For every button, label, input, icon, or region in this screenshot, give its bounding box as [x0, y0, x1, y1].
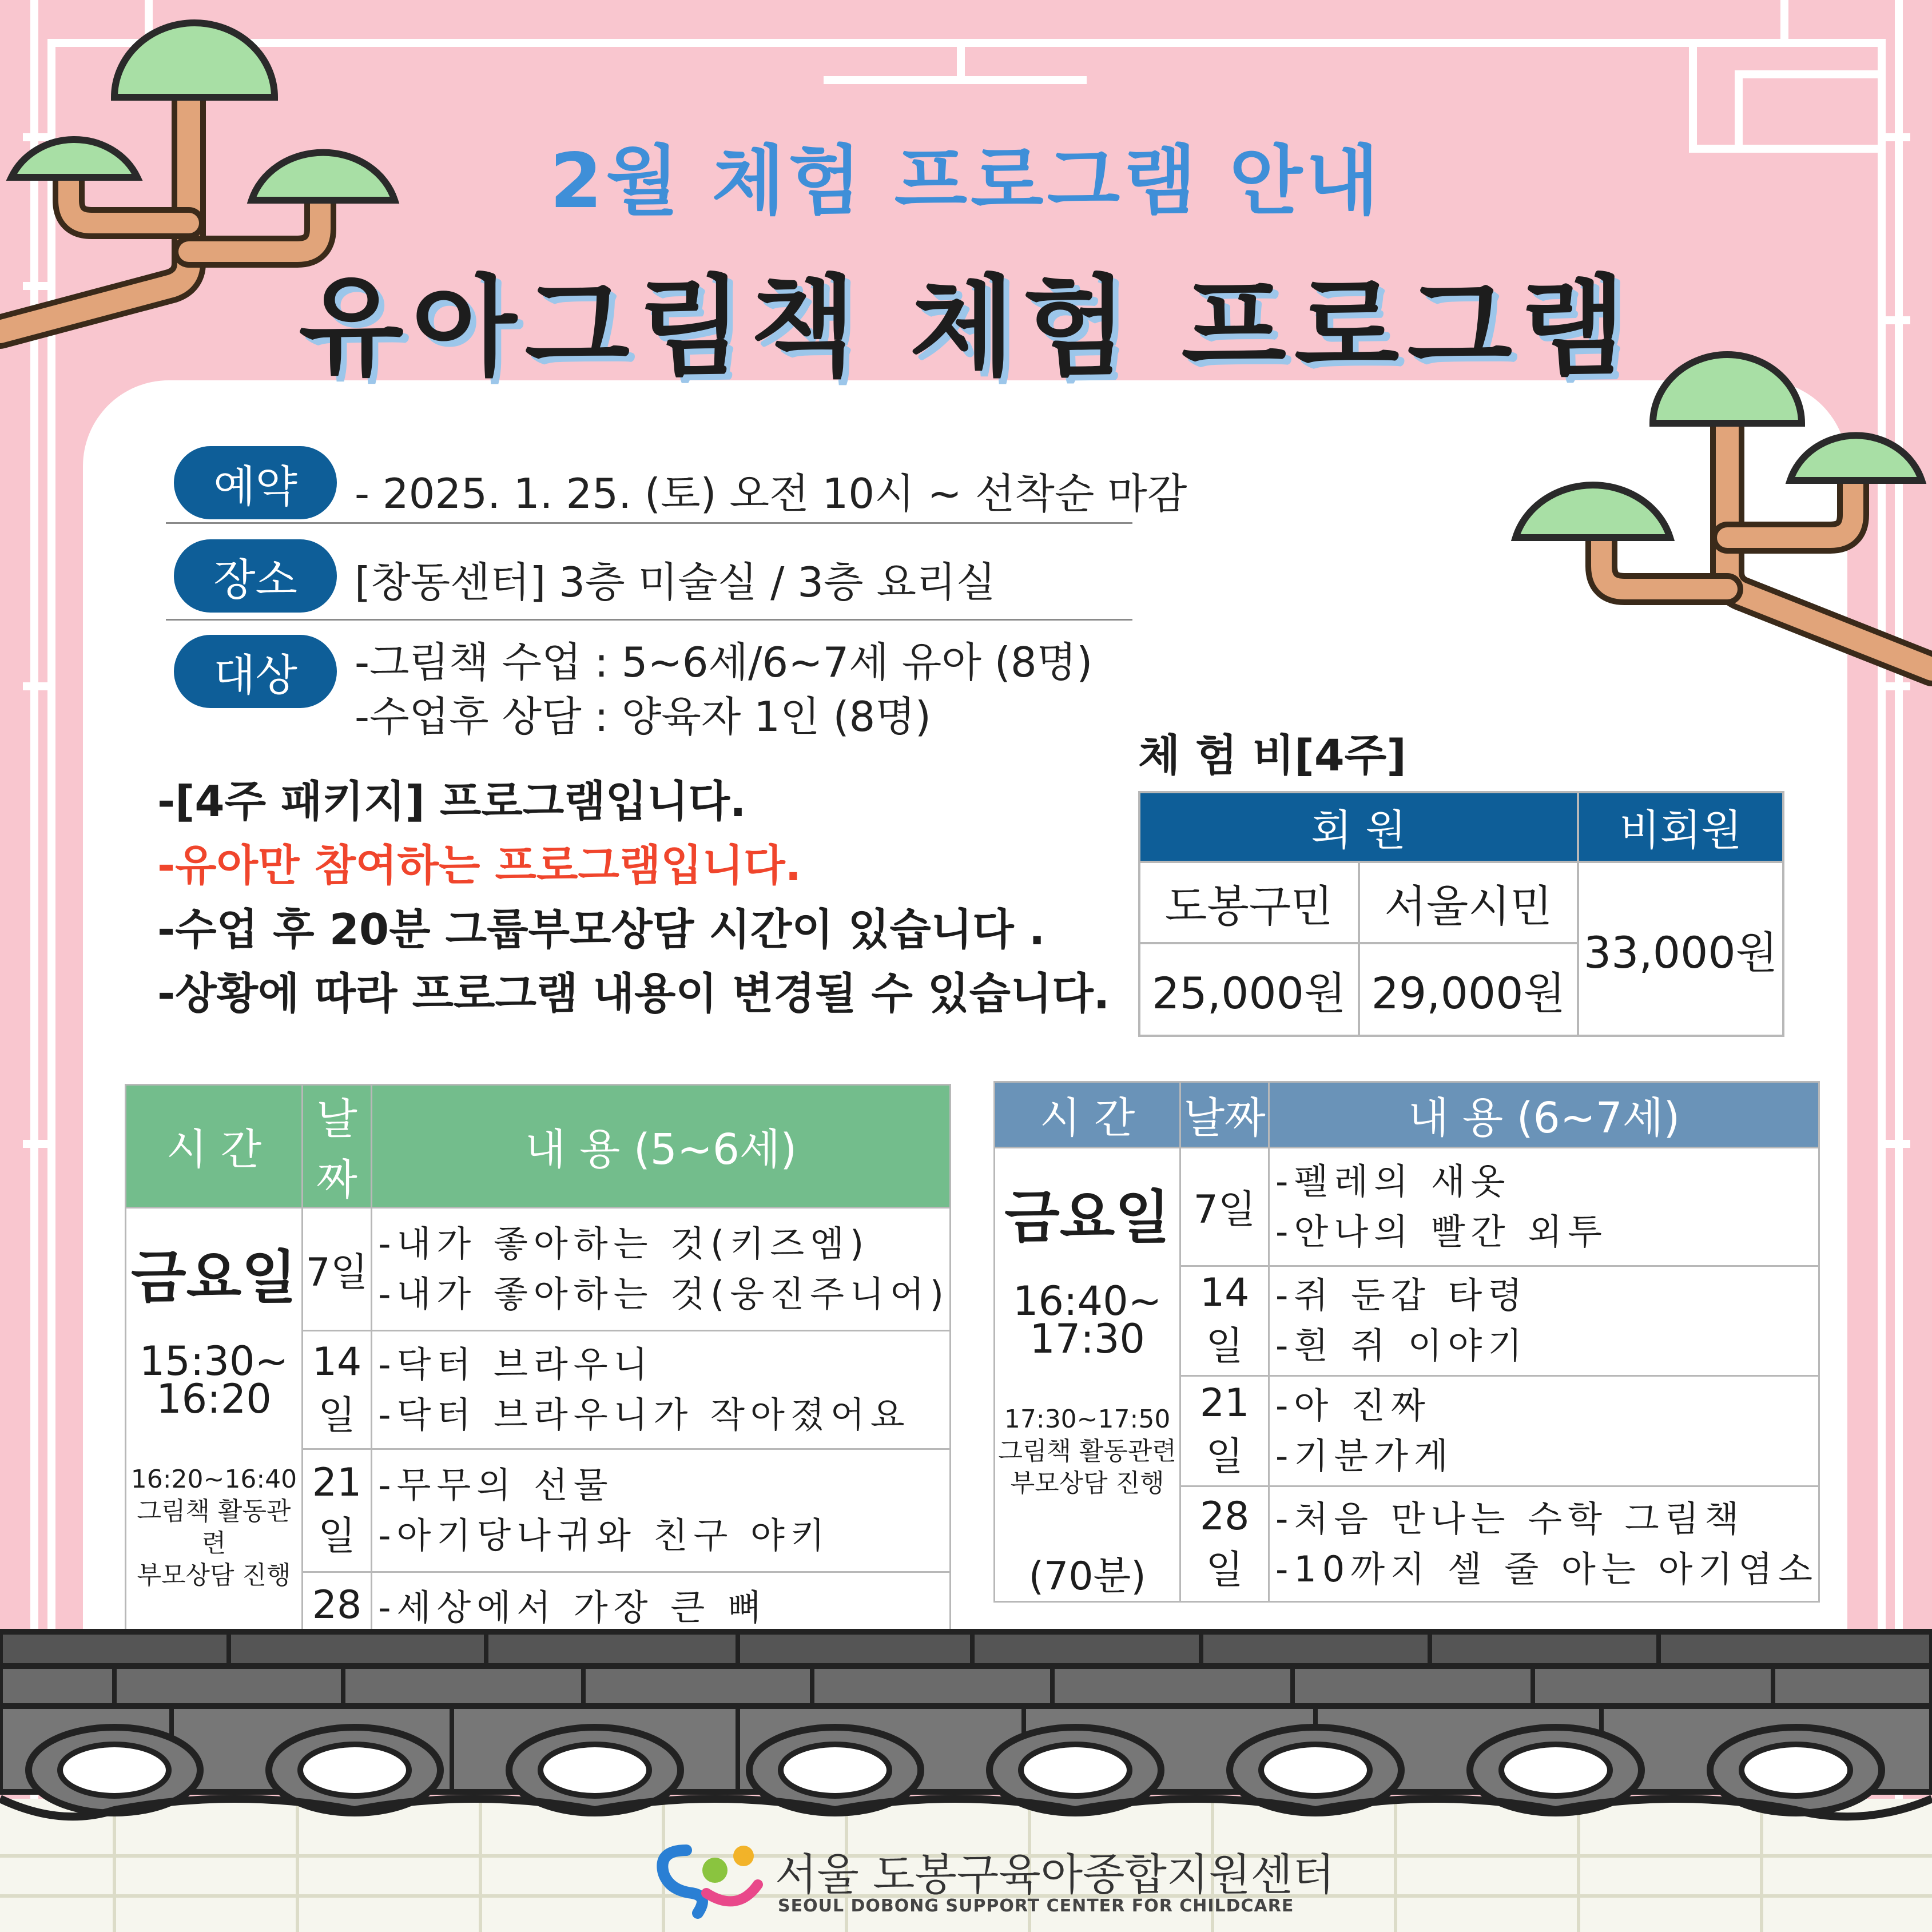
divider	[166, 522, 1132, 524]
subtitle: 2월 체험 프로그램 안내	[550, 137, 1382, 225]
note: -수업 후 20분 그룹부모상담 시간이 있습니다 .	[157, 904, 1045, 955]
header-time: 시 간	[126, 1085, 303, 1208]
content-cell	[372, 1208, 951, 1331]
org-name-en: SEOUL DOBONG SUPPORT CENTER FOR CHILDCARE	[778, 1896, 1294, 1916]
book-title: -내가 좋아하는 것(키즈엠)	[378, 1223, 870, 1265]
schedule-table-5-6	[125, 1084, 951, 1695]
info-row-target	[166, 632, 1132, 746]
nonmember-price: 33,000원	[1578, 862, 1783, 1036]
fee-table	[1138, 791, 1784, 1037]
book-title: -기분가게	[1275, 1434, 1454, 1477]
pine-tree-icon	[1498, 349, 1932, 692]
content-cell	[372, 1331, 951, 1449]
book-title: -세상에서 가장 큰 뼈	[378, 1586, 768, 1628]
book-title: -쥐 둔갑 타령	[1275, 1274, 1528, 1317]
time-cell	[126, 1208, 303, 1694]
note: -상황에 따라 프로그램 내용이 변경될 수 있습니다.	[157, 968, 1110, 1019]
book-title: -닥터 브라우니가 작아졌어요	[378, 1393, 911, 1436]
book-title: -안나의 빨간 외투	[1275, 1210, 1608, 1253]
consult-line: 부모상담 진행	[137, 1561, 291, 1590]
content-cell	[1269, 1266, 1819, 1376]
date-cell: 28	[302, 1572, 371, 1694]
date-cell: 21일	[302, 1449, 371, 1572]
consult-line: 그림책 활동관련	[137, 1497, 291, 1558]
book-title: -아기당나귀와 친구 야키	[378, 1514, 830, 1556]
notes	[157, 769, 1110, 1025]
date-cell: 14일	[302, 1331, 371, 1449]
date-cell: 28일	[1180, 1486, 1269, 1602]
consult-time: 17:30~17:50	[1004, 1405, 1171, 1434]
center-logo-icon	[652, 1839, 766, 1919]
weekday: 금요일	[131, 1244, 297, 1311]
header-time: 시 간	[995, 1082, 1180, 1148]
date-cell: 7일	[302, 1208, 371, 1331]
seoul-price: 29,000원	[1359, 943, 1579, 1036]
member-header: 회 원	[1139, 792, 1578, 862]
page-title: 유아그림책 체험 프로그램	[299, 264, 1633, 391]
book-title: -닥터 브라우니	[378, 1343, 654, 1385]
info-text: [창동센터] 3층 미술실 / 3층 요리실	[355, 558, 996, 606]
org-name: 서울 도봉구육아종합지원센터	[775, 1849, 1335, 1900]
book-title: -10까지 셀 줄 아는 아기염소	[1275, 1548, 1818, 1590]
schedule-table-6-7	[993, 1081, 1820, 1603]
nonmember-header: 비회원	[1578, 792, 1783, 862]
book-title: -펠레의 새옷	[1275, 1160, 1511, 1202]
date-cell: 14일	[1180, 1266, 1269, 1376]
fee-title: 체 험 비[4주]	[1138, 730, 1406, 781]
info-text: -수업후 상담 : 양육자 1인 (8명)	[355, 693, 931, 741]
duration: (70분)	[1028, 1554, 1146, 1599]
book-title: -무무의 선물	[378, 1464, 614, 1506]
note-highlight: -유아만 참여하는 프로그램입니다.	[157, 840, 802, 891]
header-content: 내 용 (5~6세)	[372, 1085, 951, 1208]
dobong-price: 25,000원	[1139, 943, 1359, 1036]
info-text: - 2025. 1. 25. (토) 오전 10시 ~ 선착순 마감	[355, 470, 1187, 518]
seoul-label: 서울시민	[1359, 862, 1579, 943]
content-cell	[1269, 1376, 1819, 1486]
book-title: -처음 만나는 수학 그림책	[1275, 1497, 1745, 1540]
book-title: -흰 쥐 이야기	[1275, 1325, 1528, 1367]
dobong-label: 도봉구민	[1139, 862, 1359, 943]
time-cell	[995, 1148, 1180, 1602]
weekday: 금요일	[1004, 1184, 1171, 1251]
class-time: 15:30~ 16:20	[139, 1338, 289, 1422]
label-pill: 장소	[174, 539, 337, 613]
note: -[4주 패키지] 프로그램입니다.	[157, 776, 746, 826]
info-row-reservation	[166, 443, 1187, 523]
consult-line: 그림책 활동관련	[998, 1437, 1176, 1466]
header-content: 내 용 (6~7세)	[1269, 1082, 1819, 1148]
book-title: -내가 좋아하는 것(웅진주니어)	[378, 1273, 949, 1315]
content-cell	[372, 1449, 951, 1572]
header-date: 날짜	[1180, 1082, 1269, 1148]
date-cell: 7일	[1180, 1148, 1269, 1266]
date-cell: 21일	[1180, 1376, 1269, 1486]
divider	[166, 619, 1132, 621]
label-pill: 예약	[174, 446, 337, 519]
consult-time: 16:20~16:40	[130, 1465, 297, 1494]
content-cell	[1269, 1486, 1819, 1602]
content-cell	[1269, 1148, 1819, 1266]
footer-logo	[652, 1839, 1335, 1919]
class-time: 16:40~ 17:30	[1012, 1278, 1162, 1362]
info-text: -그림책 수업 : 5~6세/6~7세 유아 (8명)	[355, 638, 1093, 686]
info-row-place	[166, 538, 1132, 621]
header-date: 날짜	[302, 1085, 371, 1208]
label-pill: 대상	[174, 635, 337, 708]
book-title: -아 진짜	[1275, 1384, 1431, 1426]
consult-line: 부모상담 진행	[1010, 1469, 1164, 1498]
